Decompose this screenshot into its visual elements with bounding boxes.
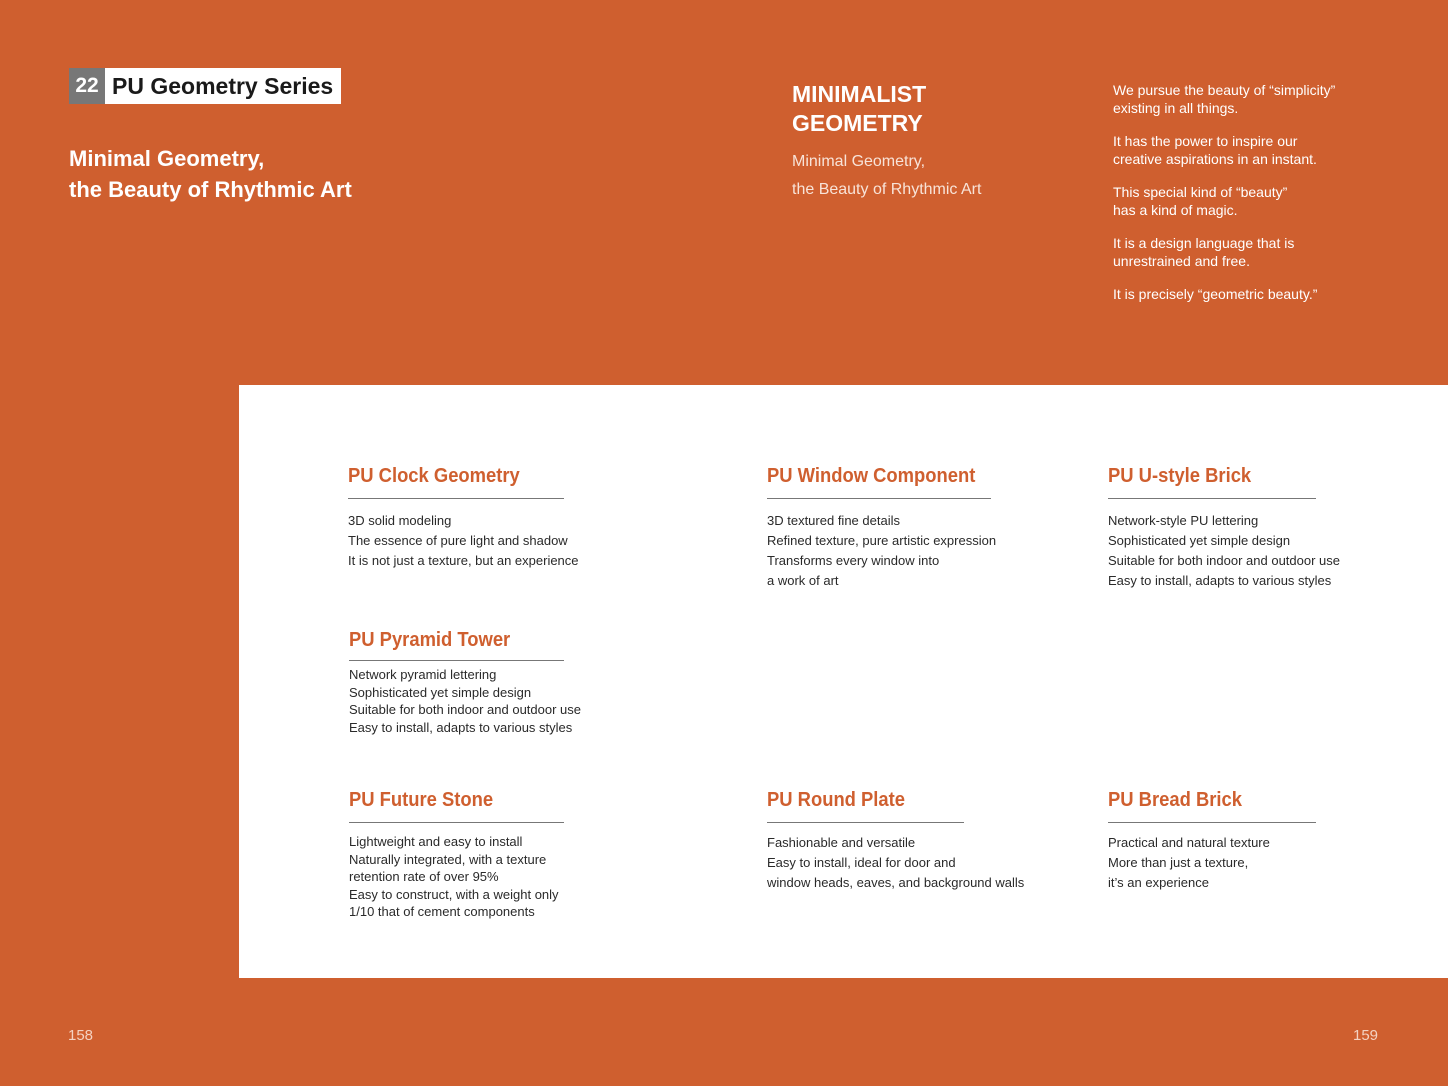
- product-description-line: Practical and natural texture: [1108, 835, 1270, 850]
- product-title: PU U-style Brick: [1108, 465, 1252, 487]
- series-badge: [69, 68, 341, 104]
- product-description: [1108, 833, 1408, 893]
- product-description-line: Lightweight and easy to install: [349, 834, 523, 849]
- product-divider: [1108, 498, 1316, 499]
- page-number-right: 159: [1353, 1027, 1379, 1044]
- product-description-line: Refined texture, pure artistic expression: [767, 533, 997, 548]
- product-description: [349, 833, 649, 921]
- product-bread-brick: [1108, 787, 1408, 893]
- product-description-line: Network-style PU lettering: [1108, 513, 1259, 528]
- page-number-left: 158: [68, 1027, 94, 1044]
- poem-stanza: [1113, 183, 1433, 219]
- series-title: PU Geometry Series: [105, 68, 341, 104]
- product-description-line: More than just a texture,: [1108, 855, 1249, 870]
- product-description-line: window heads, eaves, and background walls: [767, 875, 1025, 890]
- product-description-line: a work of art: [767, 573, 839, 588]
- product-window-component: [767, 463, 1067, 591]
- minimalist-subtitle: [792, 148, 1052, 204]
- product-description-line: retention rate of over 95%: [349, 869, 499, 884]
- minimalist-heading-line: GEOMETRY: [792, 110, 923, 136]
- product-pyramid-tower: [349, 627, 649, 736]
- hero-subtitle: [69, 143, 469, 205]
- product-title: PU Window Component: [767, 465, 976, 487]
- product-divider: [767, 498, 991, 499]
- minimalist-subtitle-line: the Beauty of Rhythmic Art: [792, 181, 982, 198]
- hero-subtitle-line: the Beauty of Rhythmic Art: [69, 177, 352, 202]
- product-description: [348, 511, 648, 571]
- product-description-line: Easy to install, ideal for door and: [767, 855, 956, 870]
- poem-text: [1113, 81, 1433, 318]
- poem-line: unrestrained and free.: [1113, 253, 1250, 269]
- poem-line: It is a design language that is: [1113, 235, 1295, 251]
- product-title: PU Clock Geometry: [348, 465, 520, 487]
- product-description: [349, 666, 649, 736]
- product-description-line: Naturally integrated, with a texture: [349, 851, 547, 867]
- product-description-line: Transforms every window into: [767, 553, 940, 568]
- product-divider: [349, 822, 564, 823]
- product-description-line: Fashionable and versatile: [767, 835, 916, 850]
- product-u-style-brick: [1108, 463, 1408, 591]
- product-title: PU Future Stone: [349, 789, 494, 811]
- minimalist-subtitle-line: Minimal Geometry,: [792, 153, 926, 170]
- product-description-line: Easy to install, adapts to various styles: [1108, 573, 1332, 588]
- poem-line: This special kind of “beauty”: [1113, 184, 1288, 200]
- product-description-line: Sophisticated yet simple design: [349, 684, 532, 700]
- poem-line: existing in all things.: [1113, 100, 1239, 116]
- poem-stanza: [1113, 81, 1433, 117]
- product-description-line: It is not just a texture, but an experience: [348, 553, 579, 568]
- product-description-line: The essence of pure light and shadow: [348, 533, 568, 548]
- product-description-line: it’s an experience: [1108, 875, 1209, 890]
- product-clock-geometry: [348, 463, 648, 571]
- poem-line: We pursue the beauty of “simplicity”: [1113, 82, 1336, 98]
- products-panel: [239, 385, 1448, 978]
- minimalist-heading-line: MINIMALIST: [792, 81, 927, 107]
- minimalist-heading: [792, 80, 1052, 138]
- product-description-line: Suitable for both indoor and outdoor use: [349, 702, 582, 717]
- product-description-line: Easy to install, adapts to various styles: [349, 719, 573, 735]
- poem-line: It has the power to inspire our: [1113, 133, 1298, 149]
- poem-stanza: [1113, 234, 1433, 270]
- hero-subtitle-line: Minimal Geometry,: [69, 146, 265, 171]
- product-description-line: 3D solid modeling: [348, 513, 452, 528]
- product-description-line: Sophisticated yet simple design: [1108, 533, 1291, 548]
- product-round-plate: [767, 787, 1067, 893]
- series-number: 22: [69, 68, 105, 104]
- product-title: PU Pyramid Tower: [349, 629, 511, 651]
- product-title: PU Round Plate: [767, 789, 906, 811]
- poem-stanza: [1113, 132, 1433, 168]
- product-description: [1108, 511, 1408, 591]
- product-divider: [767, 822, 964, 823]
- product-description-line: Network pyramid lettering: [349, 667, 497, 682]
- product-description-line: Easy to construct, with a weight only: [349, 886, 559, 902]
- product-description: [767, 833, 1067, 893]
- product-description-line: Suitable for both indoor and outdoor use: [1108, 553, 1341, 568]
- product-description-line: 3D textured fine details: [767, 513, 900, 528]
- poem-line: creative aspirations in an instant.: [1113, 151, 1317, 167]
- poem-stanza: [1113, 285, 1433, 303]
- product-description-line: 1/10 that of cement components: [349, 904, 535, 919]
- product-title: PU Bread Brick: [1108, 789, 1242, 811]
- product-divider: [349, 660, 564, 661]
- product-divider: [1108, 822, 1316, 823]
- product-description: [767, 511, 1067, 591]
- poem-line: It is precisely “geometric beauty.”: [1113, 286, 1318, 302]
- poem-line: has a kind of magic.: [1113, 202, 1238, 218]
- product-divider: [348, 498, 564, 499]
- product-future-stone: [349, 787, 649, 921]
